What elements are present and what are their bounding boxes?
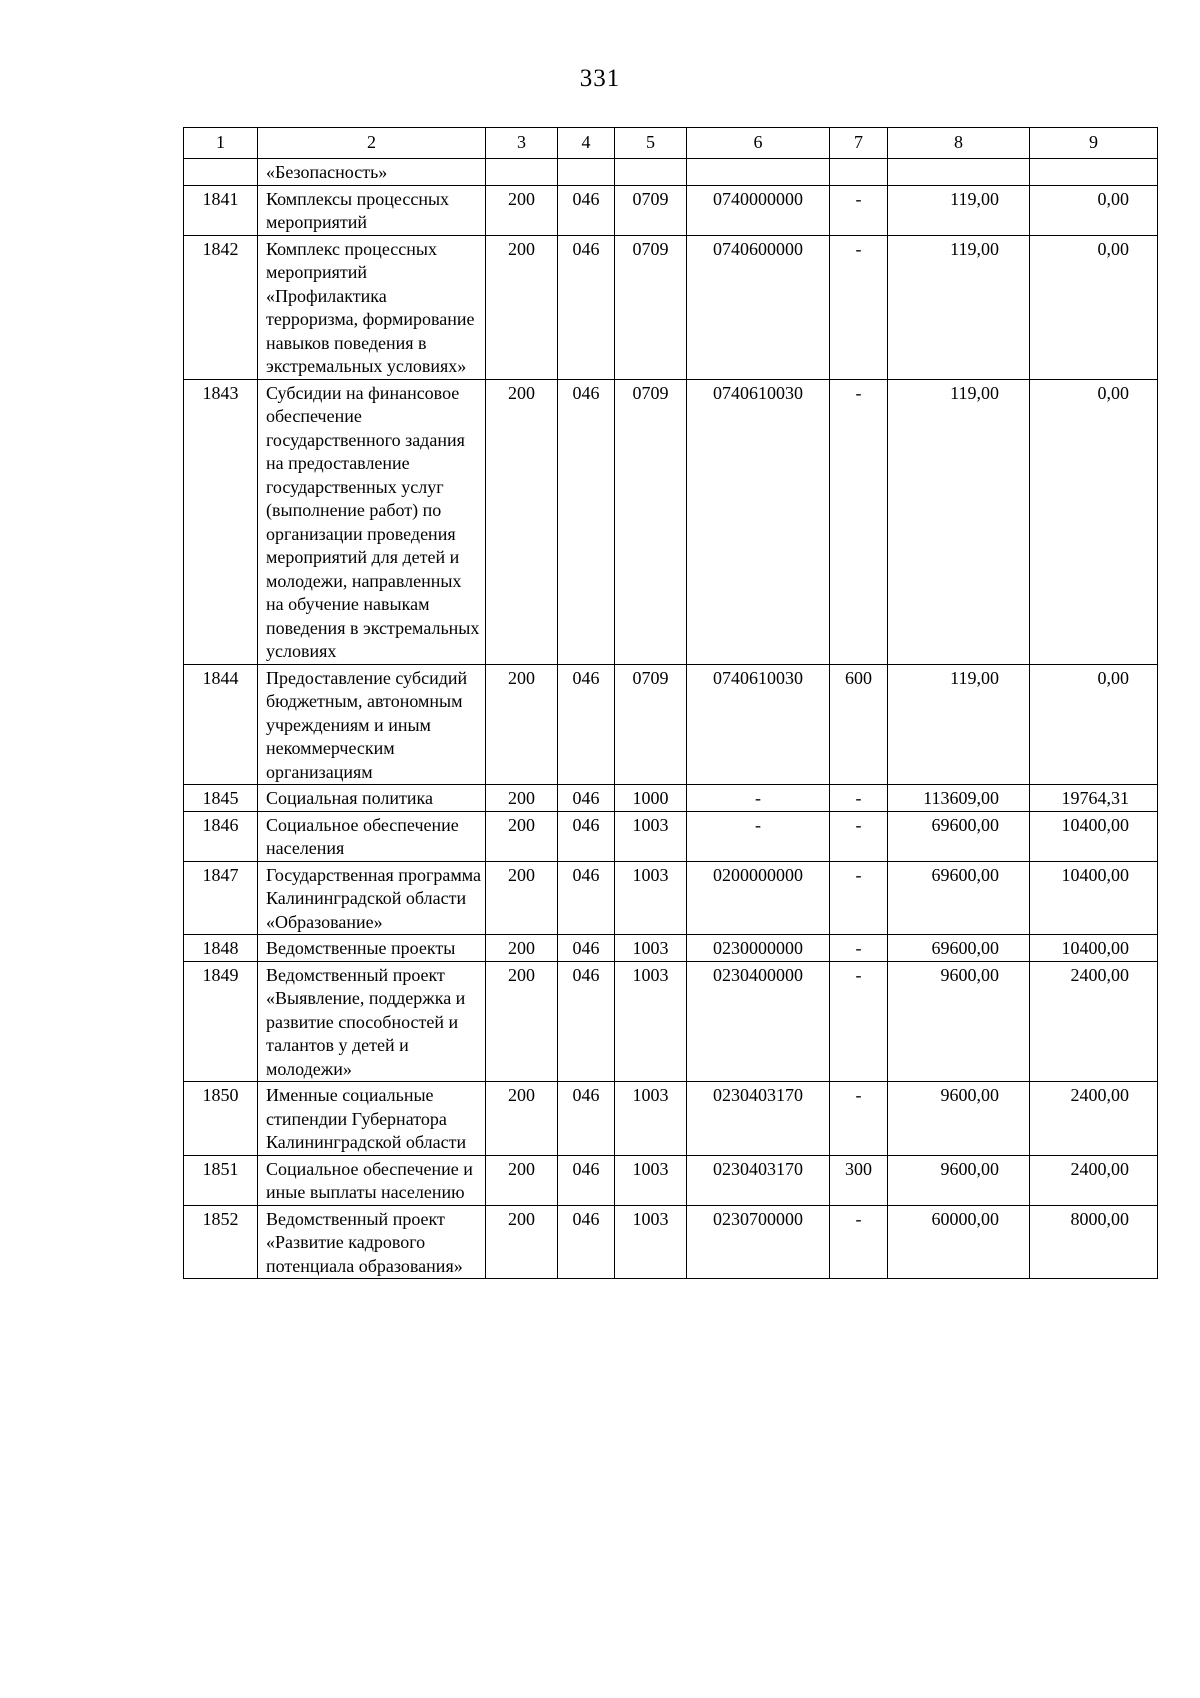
code-ved-cell: 046 [558,1205,615,1279]
header-cell: 1 [184,128,258,159]
code-vr-cell: 600 [830,664,888,785]
row-number-cell: 1841 [184,185,258,235]
amount-fact-cell: 10400,00 [1030,811,1158,861]
code-gr-cell: 200 [486,664,558,785]
code-rz-cell: 1003 [615,935,687,962]
row-number-cell: 1845 [184,785,258,812]
table-row [184,961,1158,1082]
code-ved-cell: 046 [558,1082,615,1156]
amount-plan-cell: 60000,00 [888,1205,1030,1279]
code-vr-cell: - [830,1205,888,1279]
header-cell: 3 [486,128,558,159]
table-row [184,861,1158,935]
code-vr-cell: - [830,861,888,935]
code-rz-cell: 1003 [615,1155,687,1205]
code-rz-cell: 0709 [615,235,687,379]
code-rz-cell: 0709 [615,379,687,664]
row-name-cell: Социальная политика [258,785,486,812]
row-name-cell: Ведомственный проект «Развитие кадрового потенциала образования» [258,1205,486,1279]
code-gr-cell: 200 [486,861,558,935]
table-row [184,1205,1158,1279]
row-number-cell [184,159,258,186]
code-csr-cell: 0230000000 [687,935,830,962]
code-rz-cell: 1003 [615,1082,687,1156]
code-ved-cell [558,159,615,186]
code-vr-cell: - [830,1082,888,1156]
amount-plan-cell: 113609,00 [888,785,1030,812]
amount-fact-cell: 0,00 [1030,185,1158,235]
row-number-cell: 1851 [184,1155,258,1205]
header-cell: 6 [687,128,830,159]
table-row [184,379,1158,664]
code-ved-cell: 046 [558,664,615,785]
row-name-cell: Ведомственные проекты [258,935,486,962]
code-rz-cell: 1003 [615,961,687,1082]
code-rz-cell: 1003 [615,1205,687,1279]
amount-fact-cell: 2400,00 [1030,1082,1158,1156]
code-csr-cell: 0740610030 [687,379,830,664]
row-number-cell: 1850 [184,1082,258,1156]
row-number-cell: 1848 [184,935,258,962]
amount-plan-cell: 119,00 [888,379,1030,664]
code-csr-cell: 0740600000 [687,235,830,379]
table-row [184,664,1158,785]
code-gr-cell: 200 [486,1082,558,1156]
code-csr-cell: 0230403170 [687,1082,830,1156]
code-ved-cell: 046 [558,785,615,812]
code-vr-cell: - [830,935,888,962]
amount-fact-cell: 10400,00 [1030,861,1158,935]
amount-fact-cell: 2400,00 [1030,1155,1158,1205]
amount-plan-cell: 9600,00 [888,961,1030,1082]
row-name-cell: Именные социальные стипендии Губернатора Калининградской области [258,1082,486,1156]
code-csr-cell: 0230700000 [687,1205,830,1279]
header-cell: 2 [258,128,486,159]
code-vr-cell: - [830,961,888,1082]
row-name-cell: Комплексы процессных мероприятий [258,185,486,235]
code-vr-cell: 300 [830,1155,888,1205]
code-csr-cell: - [687,811,830,861]
code-rz-cell: 1000 [615,785,687,812]
amount-plan-cell: 69600,00 [888,935,1030,962]
row-name-cell: Субсидии на финансовое обеспечение государственного задания на предоставление государственных услуг (выполнение работ) по организации проведения мероприятий для детей и молодежи, направленных на обучение навыкам поведения в экстремальных условиях [258,379,486,664]
table-row [184,935,1158,962]
row-number-cell: 1842 [184,235,258,379]
amount-fact-cell: 0,00 [1030,379,1158,664]
code-ved-cell: 046 [558,861,615,935]
row-number-cell: 1852 [184,1205,258,1279]
code-ved-cell: 046 [558,379,615,664]
amount-fact-cell [1030,159,1158,186]
code-gr-cell: 200 [486,185,558,235]
row-name-cell: Социальное обеспечение населения [258,811,486,861]
row-name-cell: «Безопасность» [258,159,486,186]
amount-plan-cell [888,159,1030,186]
amount-plan-cell: 9600,00 [888,1082,1030,1156]
amount-plan-cell: 9600,00 [888,1155,1030,1205]
amount-plan-cell: 119,00 [888,664,1030,785]
amount-plan-cell: 119,00 [888,235,1030,379]
code-csr-cell: 0230403170 [687,1155,830,1205]
row-name-cell: Комплекс процессных мероприятий «Профилактика терроризма, формирование навыков поведения в экстремальных условиях» [258,235,486,379]
code-rz-cell: 0709 [615,664,687,785]
row-number-cell: 1844 [184,664,258,785]
code-vr-cell: - [830,235,888,379]
code-csr-cell [687,159,830,186]
amount-fact-cell: 10400,00 [1030,935,1158,962]
code-vr-cell: - [830,785,888,812]
code-vr-cell: - [830,185,888,235]
page-number: 331 [579,65,621,92]
amount-plan-cell: 119,00 [888,185,1030,235]
code-gr-cell: 200 [486,235,558,379]
amount-plan-cell: 69600,00 [888,811,1030,861]
table-row [184,185,1158,235]
code-rz-cell [615,159,687,186]
code-csr-cell: 0200000000 [687,861,830,935]
row-name-cell: Предоставление субсидий бюджетным, автономным учреждениям и иным некоммерческим организациям [258,664,486,785]
code-rz-cell: 1003 [615,811,687,861]
code-vr-cell [830,159,888,186]
table-row [184,159,1158,186]
table-header-row [184,128,1158,159]
code-ved-cell: 046 [558,961,615,1082]
header-cell: 7 [830,128,888,159]
row-number-cell: 1846 [184,811,258,861]
code-gr-cell: 200 [486,961,558,1082]
code-rz-cell: 0709 [615,185,687,235]
code-gr-cell: 200 [486,785,558,812]
code-csr-cell: 0740000000 [687,185,830,235]
code-rz-cell: 1003 [615,861,687,935]
code-csr-cell: 0740610030 [687,664,830,785]
code-csr-cell: - [687,785,830,812]
budget-table [183,127,1158,1279]
table-row [184,235,1158,379]
code-gr-cell: 200 [486,811,558,861]
amount-fact-cell: 2400,00 [1030,961,1158,1082]
amount-fact-cell: 19764,31 [1030,785,1158,812]
amount-fact-cell: 0,00 [1030,664,1158,785]
code-ved-cell: 046 [558,185,615,235]
code-csr-cell: 0230400000 [687,961,830,1082]
row-name-cell: Ведомственный проект «Выявление, поддержка и развитие способностей и талантов у детей и молодежи» [258,961,486,1082]
code-gr-cell: 200 [486,379,558,664]
header-cell: 4 [558,128,615,159]
table-row [184,1155,1158,1205]
code-gr-cell: 200 [486,935,558,962]
row-number-cell: 1843 [184,379,258,664]
amount-plan-cell: 69600,00 [888,861,1030,935]
amount-fact-cell: 0,00 [1030,235,1158,379]
header-cell: 5 [615,128,687,159]
table-row [184,785,1158,812]
code-gr-cell [486,159,558,186]
code-ved-cell: 046 [558,811,615,861]
row-name-cell: Социальное обеспечение и иные выплаты населению [258,1155,486,1205]
code-vr-cell: - [830,379,888,664]
code-gr-cell: 200 [486,1205,558,1279]
table-row [184,1082,1158,1156]
header-cell: 8 [888,128,1030,159]
row-number-cell: 1847 [184,861,258,935]
code-gr-cell: 200 [486,1155,558,1205]
code-ved-cell: 046 [558,235,615,379]
amount-fact-cell: 8000,00 [1030,1205,1158,1279]
header-cell: 9 [1030,128,1158,159]
code-vr-cell: - [830,811,888,861]
code-ved-cell: 046 [558,935,615,962]
row-name-cell: Государственная программа Калининградской области «Образование» [258,861,486,935]
row-number-cell: 1849 [184,961,258,1082]
code-ved-cell: 046 [558,1155,615,1205]
table-row [184,811,1158,861]
